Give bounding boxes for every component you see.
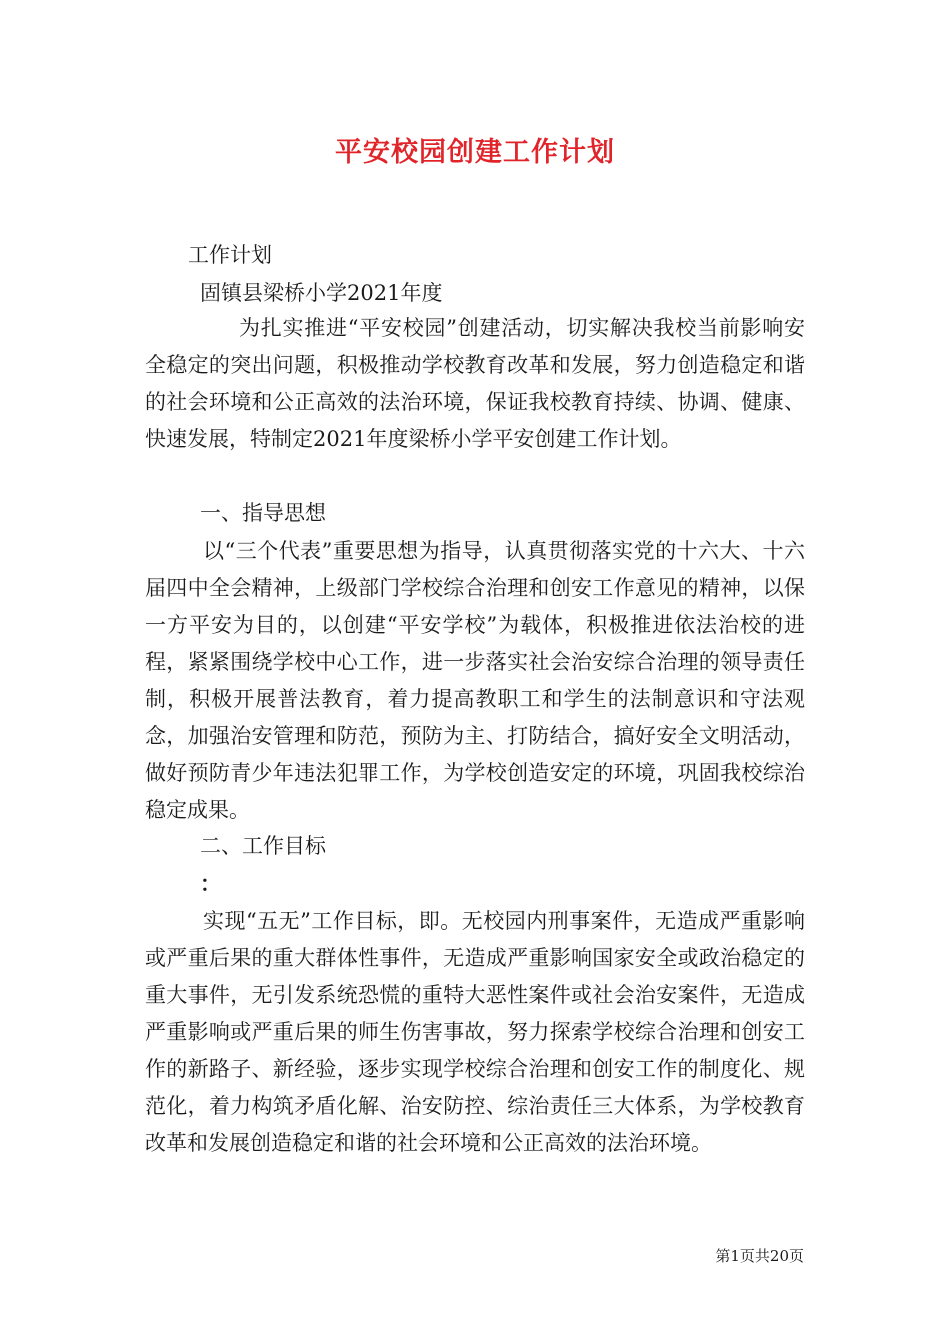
intro-paragraph: 为扎实推进“平安校园”创建活动，切实解决我校当前影响安全稳定的突出问题，积极推动学校教育改革和发展，努力创造稳定和谐的社会环境和公正高效的法治环境，保证我校教育持续、协调、健康、快速发展，特制定2021年度梁桥小学平安创建工作计划。 [145, 316, 805, 451]
section1-paragraph: 以“三个代表”重要思想为指导，认真贯彻落实党的十六大、十六届四中全会精神，上级部门学校综合治理和创安工作意见的精神，以保一方平安为目的，以创建“平安学校”为载体，积极推进依法治校的进程，紧紧围绕学校中心工作，进一步落实社会治安综合治理的领导责任制，积极开展普法教育，着力提高教职工和学生的法制意识和守法观念，加强治安管理和防范，预防为主、打防结合，搞好安全文明活动，做好预防青少年违法犯罪工作，为学校创造安定的环境，巩固我校综治稳定成果。 [145, 539, 805, 822]
section2-paragraph: 实现“五无”工作目标，即。无校园内刑事案件，无造成严重影响或严重后果的重大群体性事件，无造成严重影响国家安全或政治稳定的重大事件，无引发系统恐慌的重特大恶性案件或社会治安案件，无造成严重影响或严重后果的师生伤害事故，努力探索学校综合治理和创安工作的新路子、新经验，逐步实现学校综合治理和创安工作的制度化、规范化，着力构筑矛盾化解、治安防控、综治责任三大体系，为学校教育改革和发展创造稳定和谐的社会环境和公正高效的法治环境。 [145, 909, 805, 1155]
document-title: 平安校园创建工作计划 [335, 137, 615, 168]
colon-mark: ： [200, 871, 221, 896]
section2-heading: 二、工作目标 [200, 834, 326, 858]
page-number-footer: 第1页共20页 [715, 1247, 804, 1265]
section1-heading: 一、指导思想 [200, 501, 326, 525]
school-year-line: 固镇县梁桥小学2021年度 [200, 281, 443, 305]
subtitle: 工作计划 [188, 243, 272, 267]
